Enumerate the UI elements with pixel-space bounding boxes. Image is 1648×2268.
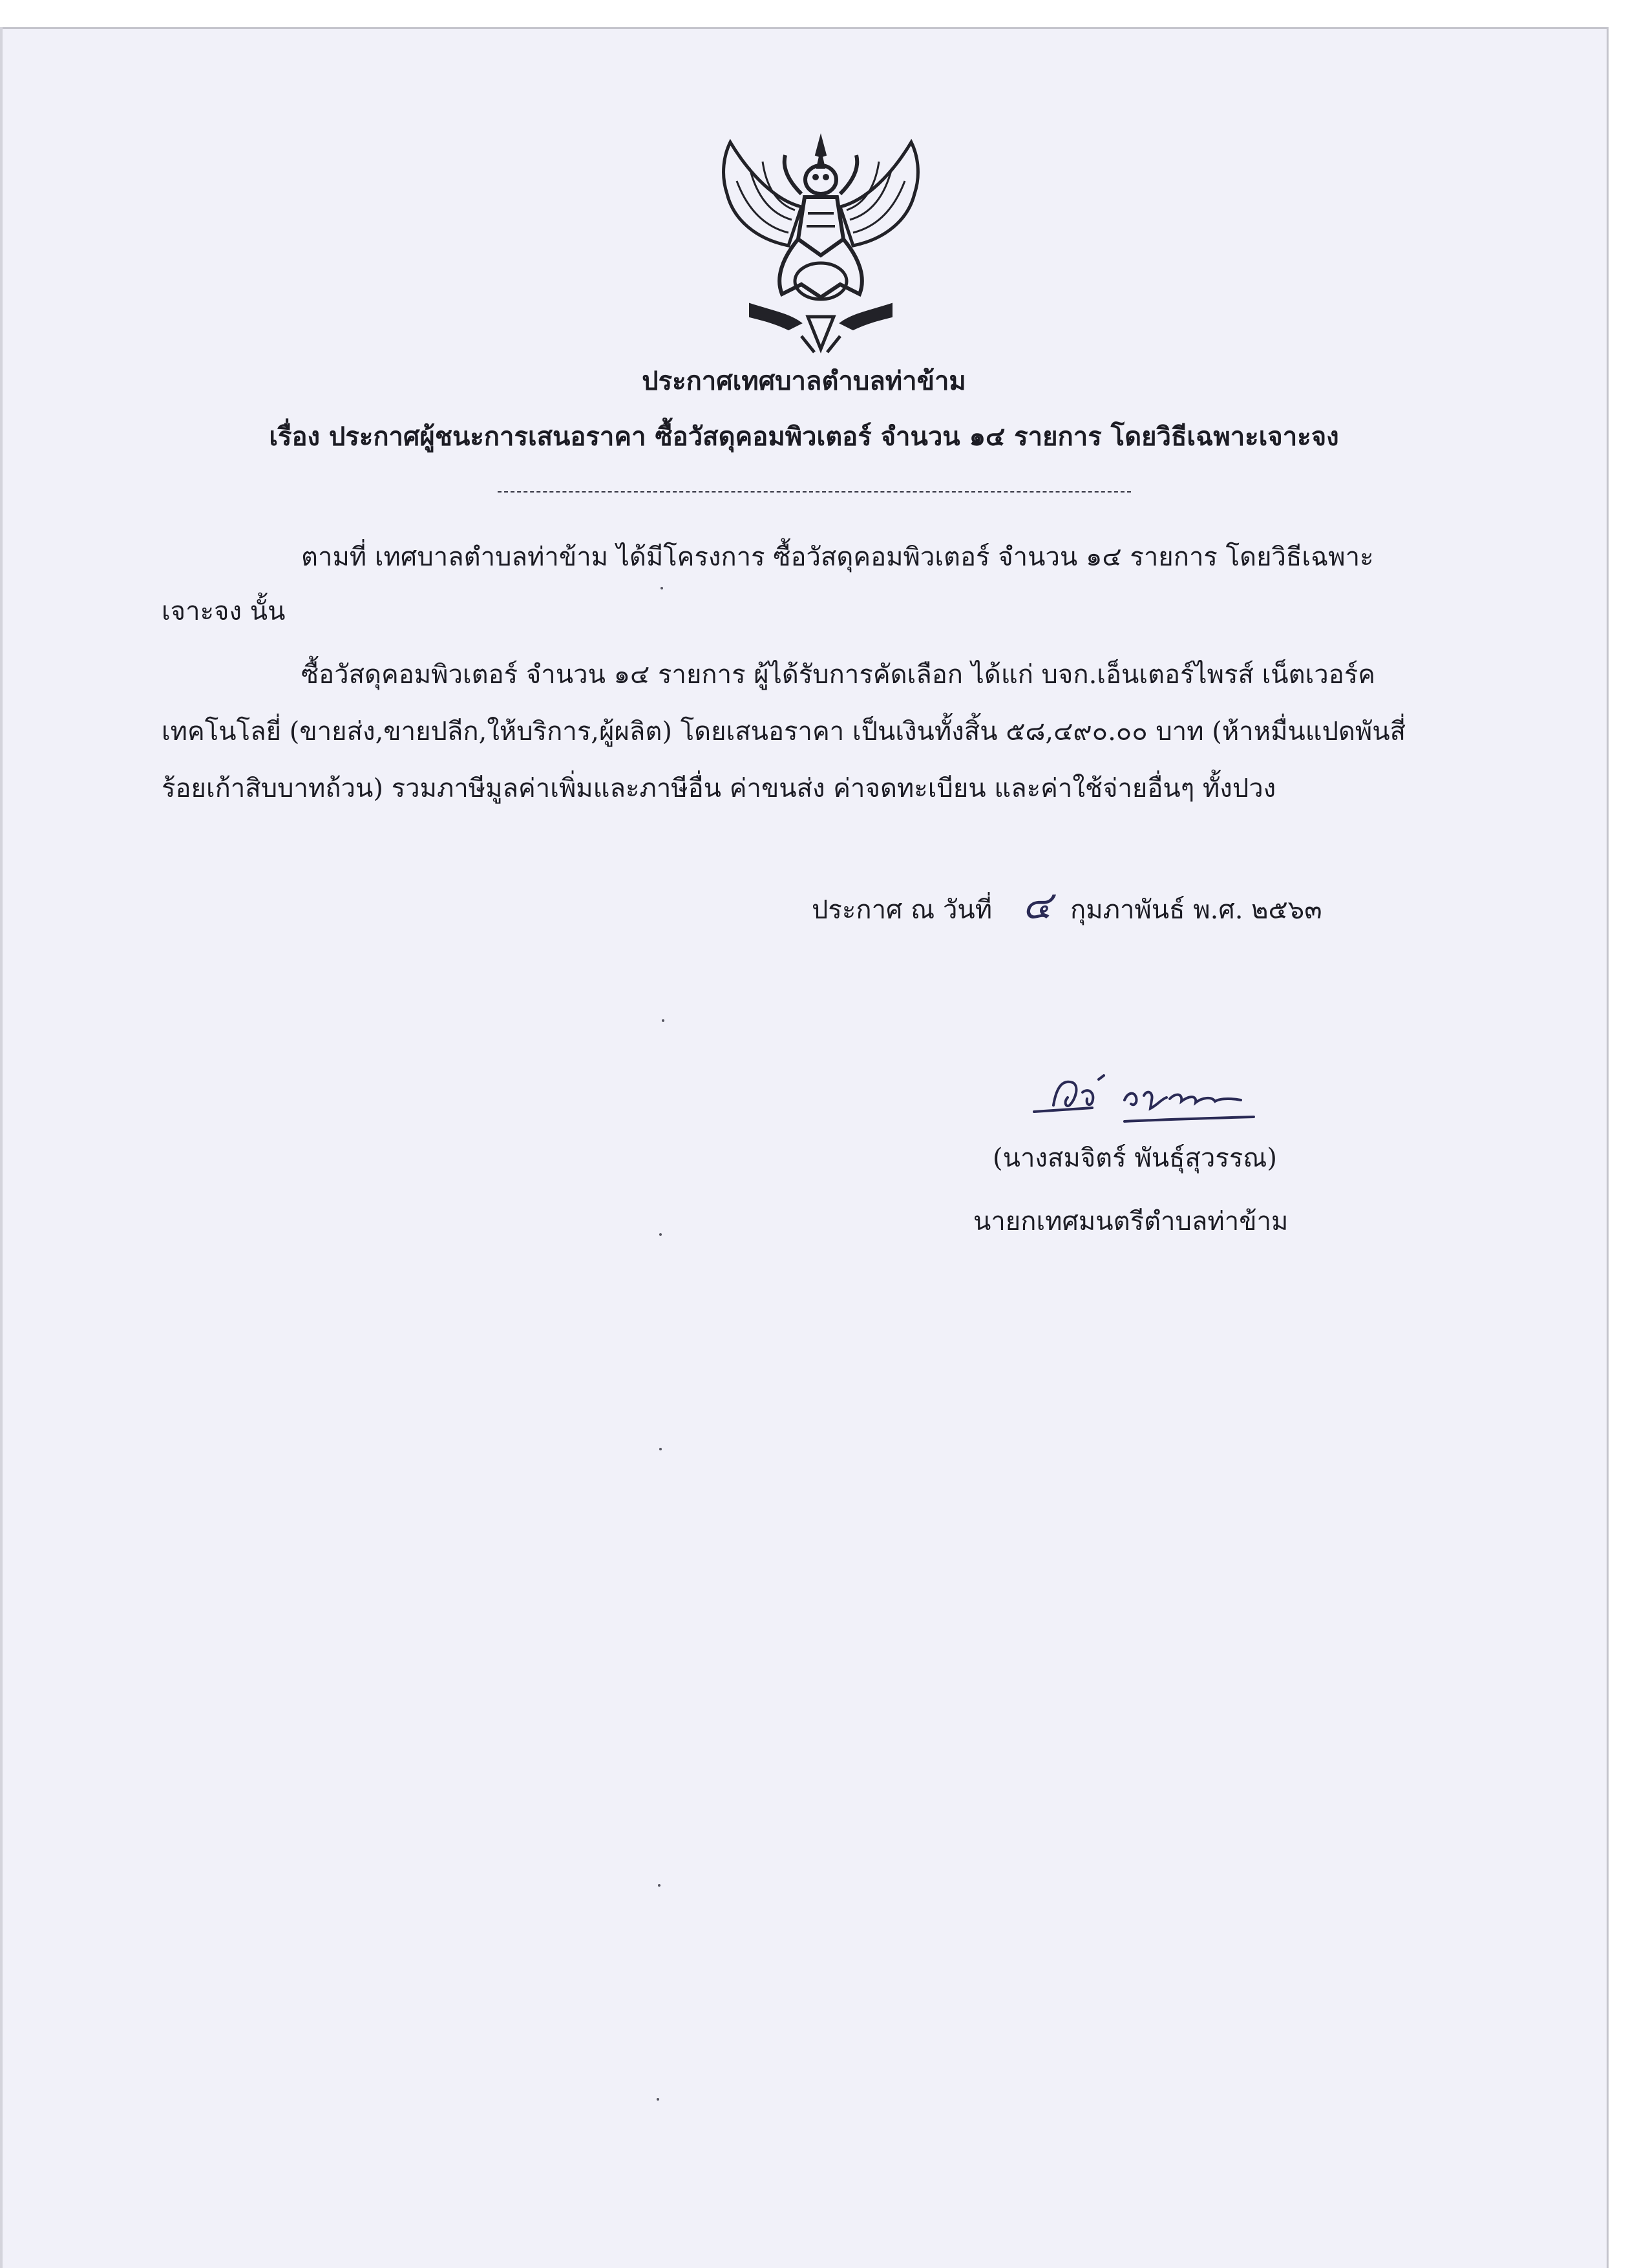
paragraph1-line1: ตามที่ เทศบาลตำบลท่าข้าม ได้มีโครงการ ซื้อวัสดุคอมพิวเตอร์ จำนวน ๑๔ รายการ โดยวิธีเฉพาะ xyxy=(301,542,1374,572)
paragraph2-line2: เทคโนโลยี่ (ขายส่ง,ขายปลีก,ให้บริการ,ผู้ผลิต) โดยเสนอราคา เป็นเงินทั้งสิ้น ๕๘,๔๙๐.๐๐ บาท (ห้าหมื่นแปดพันสี่ xyxy=(162,717,1406,747)
scan-speck xyxy=(659,1233,662,1236)
scan-speck xyxy=(658,1884,660,1887)
announce-date-day: ๔ xyxy=(1022,883,1052,928)
garuda-emblem-icon xyxy=(711,129,931,355)
scan-speck xyxy=(660,587,663,589)
paragraph2-line3: ร้อยเก้าสิบบาทถ้วน) รวมภาษีมูลค่าเพิ่มและภาษีอื่น ค่าขนส่ง ค่าจดทะเบียน และค่าใช้จ่ายอื่นๆ ทั้งปวง xyxy=(162,774,1276,803)
heading-divider xyxy=(498,491,1131,493)
signer-name: (นางสมจิตร์ พันธุ์สุวรรณ) xyxy=(993,1143,1278,1173)
scan-speck xyxy=(662,1019,664,1022)
announce-date-month-year: กุมภาพันธ์ พ.ศ. ๒๕๖๓ xyxy=(1070,895,1322,925)
announce-date-prefix: ประกาศ ณ วันที่ xyxy=(812,895,993,925)
sheet-edge-top xyxy=(0,27,1608,29)
scan-margin-top xyxy=(0,0,1648,27)
paragraph2-line1: ซื้อวัสดุคอมพิวเตอร์ จำนวน ๑๔ รายการ ผู้ได้รับการคัดเลือก ได้แก่ บจก.เอ็นเตอร์ไพรส์ เน็ตเวอร์ค xyxy=(301,660,1375,690)
scan-speck xyxy=(659,1448,662,1450)
scan-margin-right xyxy=(1608,0,1648,2268)
paragraph1-line2: เจาะจง นั้น xyxy=(162,597,286,626)
signer-position: นายกเทศมนตรีตำบลท่าข้าม xyxy=(973,1207,1289,1236)
scan-speck xyxy=(657,2098,659,2101)
announcement-heading: ประกาศเทศบาลตำบลท่าข้าม xyxy=(642,366,966,396)
handwritten-signature-icon xyxy=(1028,1060,1273,1131)
announcement-subject: เรื่อง ประกาศผู้ชนะการเสนอราคา ซื้อวัสดุคอมพิวเตอร์ จำนวน ๑๔ รายการ โดยวิธีเฉพาะเจาะจง xyxy=(269,421,1339,452)
